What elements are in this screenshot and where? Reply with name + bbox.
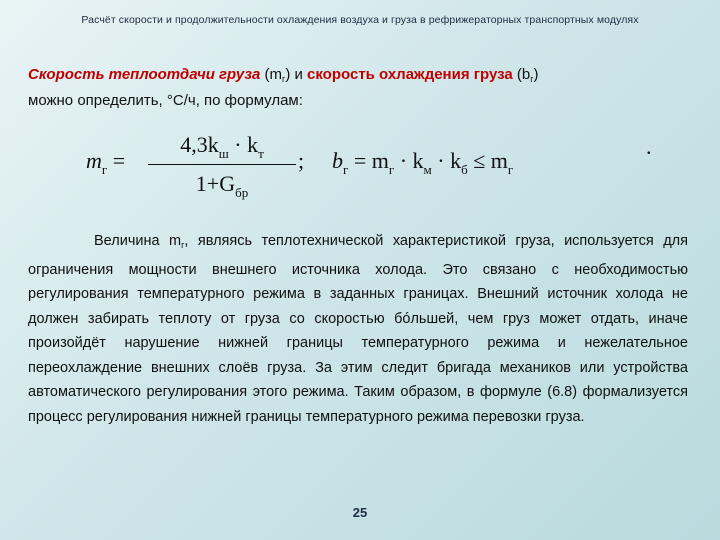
formula-numerator bbox=[148, 128, 296, 162]
intro-sub2: г bbox=[530, 74, 534, 84]
rhs-k2: · k bbox=[431, 148, 462, 173]
intro-close1: ) и bbox=[285, 66, 308, 83]
body-paragraph bbox=[28, 229, 688, 429]
rhs-le: ≤ m bbox=[467, 148, 508, 173]
rhs-k1: · k bbox=[394, 148, 424, 173]
formula-eq: = bbox=[107, 148, 126, 173]
term-heat-transfer-rate: Скорость теплоотдачи груза bbox=[28, 66, 261, 83]
num-text: 4,3k bbox=[180, 132, 219, 157]
num-sub1: ш bbox=[218, 146, 229, 161]
rhs-k1-sub: м bbox=[423, 162, 432, 177]
formula-lhs-sub: г bbox=[101, 162, 108, 177]
intro-text bbox=[28, 64, 696, 111]
num-mid: · k bbox=[228, 132, 259, 157]
den-sub: бр bbox=[235, 185, 249, 200]
para-start: Величина m bbox=[94, 233, 182, 249]
num-sub2: т bbox=[258, 146, 264, 161]
formula-semicolon: ; bbox=[298, 148, 305, 173]
formula-lhs-var: m bbox=[86, 148, 102, 173]
intro-sub1: г bbox=[282, 74, 286, 84]
para-rest: , являясь теплотехнической характеристикой груза, используется для ограничения мощности внешнего источника холода. Это связано с необходимостью регулирования температурного режима в заданных границах. Внешний источник холода не должен забирать теплоту от груза со скоростью бóльшей, чем груз может отдать, иначе произойдёт нарушение нижней границы температурного режима и нежелательное переохлаждение внешних слоёв груза. За этим следит бригада механиков или устройства автоматического регулирования этого режима. Таким образом, в формуле (6.8) формализуется процесс регулирования нижней границы температурного режима перевозки груза. bbox=[28, 233, 688, 425]
intro-close2: ) bbox=[533, 66, 539, 83]
intro-open1: (m bbox=[260, 66, 283, 83]
fraction-bar bbox=[148, 164, 296, 165]
formula-period: . bbox=[646, 134, 652, 159]
page-number: 25 bbox=[352, 505, 368, 520]
rhs-b-sub: г bbox=[343, 162, 349, 177]
formula-block bbox=[80, 128, 680, 208]
slide-header: Расчёт скорости и продолжительности охлаждения воздуха и груза в рефрижераторных транспортных модулях bbox=[81, 14, 639, 26]
term-cooling-rate: скорость охлаждения груза bbox=[307, 66, 513, 83]
intro-open2: (b bbox=[512, 66, 531, 83]
rhs-k2-sub: б bbox=[461, 162, 468, 177]
den-text: 1+G bbox=[195, 171, 236, 196]
formula-lhs bbox=[86, 148, 125, 178]
formula-rhs bbox=[332, 148, 513, 178]
para-sub: г bbox=[181, 240, 185, 250]
formula-denominator bbox=[148, 167, 296, 201]
rhs-b: b bbox=[332, 148, 343, 173]
formula-fraction bbox=[148, 128, 296, 201]
intro-line2: можно определить, °С/ч, по формулам: bbox=[28, 92, 303, 109]
rhs-eq: = m bbox=[348, 148, 389, 173]
rhs-le-sub: г bbox=[507, 162, 514, 177]
rhs-m-sub: г bbox=[388, 162, 395, 177]
